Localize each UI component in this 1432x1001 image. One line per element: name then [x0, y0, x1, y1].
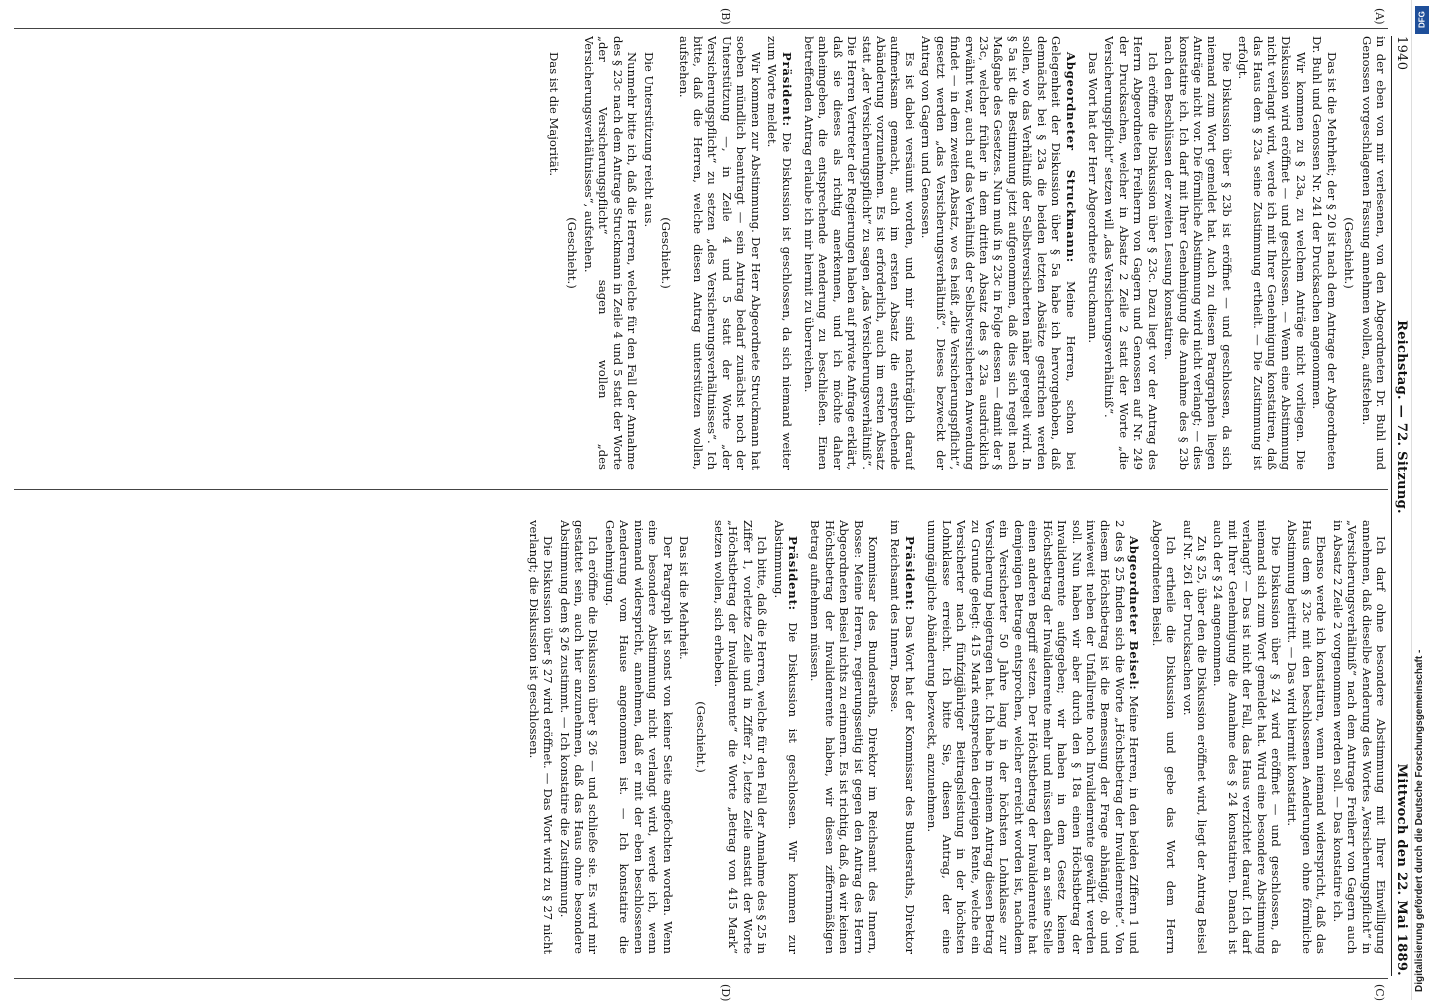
right-column	[14, 520, 1388, 954]
right-margin-rule	[14, 978, 1388, 979]
speech	[765, 36, 794, 470]
paragraph: Die Diskussion über § 24 wird eröffnet — und geschlossen, da niemand sich zum Wort gemeldet hat. Wird eine besondere Abstimmung verlangt? — Das ist nicht der Fall, das Haus verzichtet darauf. Ich darf mit Ihrer Genehmigung die Annahme des § 24 konstatiren. Danach ist auch der § 24 angenommen.	[1211, 520, 1284, 954]
paragraph: Die Diskussion über § 27 wird eröffnet. — Das Wort wird zu § 27 nicht verlangt; die Diskussion ist geschlossen.	[526, 520, 556, 954]
paragraph: Ich bitte, daß die Herren, welche für den Fall der Annahme des § 25 in Ziffer 1, vorletzte Zeile und in Ziffer 2, letzte Zeile anstatt der Worte „Höchstbetrag der Invalidenrente“ die Worte „Betrag von 415 Mark“ setzen wollen, sich erheben.	[711, 520, 770, 954]
paragraph: Nunmehr bitte ich, daß die Herren, welche für den Fall der Annahme des § 23c nach dem Antrage Struckmann in Zeile 4 und 5 statt der Worte „der Versicherungspflicht“ sagen wollen „des Versicherungsverhältnisses“, aufstehen.	[582, 36, 640, 470]
paragraph: Ich ertheile die Diskussion und gebe das Wort dem Herrn Abgeordneten Beisel.	[1149, 520, 1179, 954]
speaker-label: Präsident:	[779, 52, 794, 127]
session-title: Reichstag. — 72. Sitzung.	[1394, 320, 1409, 514]
session-date: Mittwoch den 22. Mai 1889.	[1394, 763, 1409, 976]
speech-text: Meine Herren, regierungsseitig ist gegen den Antrag des Herrn Abgeordneten Beisel nichts zu erinnern. Es ist richtig, daß, da wir keinen Höchstbetrag der Invalidenrente haben, wir diesen ziffernmäßigen Betrag aufnehmen müssen.	[808, 520, 866, 954]
paragraph: Die Unterstützung reicht aus.	[641, 52, 656, 228]
speaker-label: Präsident:	[785, 536, 800, 611]
page-number: 1940	[1394, 36, 1409, 71]
margin-mark-d: (D)	[719, 984, 732, 1001]
speech-text: Die Diskussion ist geschlossen, da sich niemand weiter zum Worte meldet.	[765, 36, 794, 470]
paragraph: Ebenso werde ich konstatiren, wenn niemand widerspricht, daß das Haus dem § 23c mit den beschlossenen Aenderungen ohne förmliche Abstimmung beitritt. — Das wird hiermit konstatirt.	[1285, 520, 1329, 954]
dfg-logo: DFG	[1415, 6, 1429, 34]
stage-direction: (Geschieht.)	[564, 217, 579, 289]
stage-direction: (Geschieht.)	[1342, 217, 1357, 289]
speaker-label: Abgeordneter Struckmann:	[1063, 52, 1078, 263]
speech-text: Meine Herren, schon bei Gelegenheit der Diskussion über § 5a habe ich hervorgehoben, daß demnächst bei § 23a die beiden letzten Absätze gestrichen werden sollen, wo das Verhältniß der Selbstversicherten näher geregelt wird. In § 5a ist die Bestimmung jetzt aufgenommen, daß dies sich regelt nach Maßgabe des Gesetzes. Nun muß in § 23c in Folge dessen — damit der § 23c, welcher früher in dem dritten Absatz des § 23a ausdrücklich erwähnt war, auch auf das Verhältniß der Selbstversicherten Anwendung findet — in dem zweiten Absatz, wo es heißt „die Versicherungspflicht“, gesetzt werden „das Versicherungsverhältniß“. Dieses bezweckt der Antrag von Gagern und Genossen.	[919, 36, 1078, 470]
speaker-label: Abgeordneter Beisel:	[1127, 536, 1142, 691]
speech	[888, 520, 917, 954]
speech	[808, 520, 880, 954]
paragraph: Der Paragraph ist sonst von keiner Seite angefochten worden. Wenn eine besondere Abstimmung nicht verlangt wird, werde ich, wenn niemand widerspricht, annehmen, daß er mit der eben beschlossenen Aenderung vom Hause angenommen ist. — Ich konstatire die Genehmigung.	[602, 520, 675, 954]
paragraph: Die Diskussion über § 23b ist eröffnet — und geschlossen, da sich niemand zum Wort gemeldet hat. Auch zu diesem Paragraphen liegen Anträge nicht vor. Die förmliche Abstimmung wird nicht verlangt; — dies konstatire ich. Ich darf mit Ihrer Genehmigung die Annahme des § 23b nach den Beschlüssen der zweiten Lesung konstatiren.	[1162, 36, 1234, 470]
digitization-credit-stripe	[1411, 0, 1432, 1000]
paragraph: Ich eröffne die Diskussion über § 26 — und schließe sie. Es wird mir gestattet sein, auch hier anzunehmen, daß das Haus ohne besondere Abstimmung dem § 26 zustimmt. — Ich konstatire die Zustimmung.	[557, 520, 601, 954]
speech	[919, 36, 1078, 470]
speech-text: Die Diskussion ist geschlossen. Wir kommen zur Abstimmung.	[771, 520, 800, 954]
paragraph: Ich eröffne die Diskussion über § 23c. Dazu liegt vor der Antrag des Herrn Abgeordneten Freiherrn von Gagern und Genossen auf Nr. 249 der Drucksachen, welcher in Absatz 2 Zeile 2 statt der Worte „die Versicherungspflicht“ setzen will „das Versicherungsverhältniß“.	[1102, 36, 1160, 470]
speech-text: Das Wort hat der Kommissar des Bundesraths, Direktor im Reichsamt des Innern, Bosse.	[888, 520, 917, 954]
left-margin-rule	[14, 28, 1388, 29]
stage-direction: (Geschieht.)	[659, 217, 674, 289]
speaker-label: Präsident:	[902, 536, 917, 611]
paragraph: Ich darf ohne besondere Abstimmung mit Ihrer Einwilligung annehmen, daß dieselbe Aenderung des Wortes „Versicherungspflicht“ in „Versicherungsverhältniß“ nach dem Antrage Freiherr von Gagern auch in Absatz 2 Zeile 2 vorgenommen werden soll. — Das konstatire ich.	[1330, 520, 1388, 954]
paragraph: Das ist die Majorität.	[547, 52, 562, 177]
paragraph: Wir kommen zur Abstimmung. Der Herr Abgeordnete Struckmann hat soeben mündlich beantragt — sein Antrag bedarf zunächst noch der Unterstützung —, in Zeile 4 und 5 statt der Worte „der Versicherungspflicht“ zu setzen „des Versicherungsverhältnisses“. Ich bitte, daß die Herren, welche diesen Antrag unterstützen wollen, aufstehen.	[676, 36, 763, 470]
margin-mark-c: (C)	[1373, 984, 1386, 1001]
left-column	[14, 36, 1388, 470]
paragraph: Es ist dabei versäumt worden, und mir sind nachträglich darauf aufmerksam gemacht, auch im ersten Absatz die entsprechende Abänderung vorzunehmen. Es ist erforderlich, auch im ersten Absatz statt „der Versicherungspflicht“ zu sagen „das Versicherungsverhältniß“. Die Herren Vertreter der Regierungen haben auf private Anfrage erklärt, daß sie dieses als richtig anerkennen, und ich möchte daher anheimgeben, die entsprechende Aenderung zu beschließen. Einen betreffenden Antrag erlaube ich mir hiermit zu überreichen.	[801, 36, 917, 470]
paragraph: Das ist die Mehrheit.	[677, 536, 692, 660]
paragraph: Das Wort hat der Herr Abgeordnete Struckmann.	[1085, 52, 1100, 344]
paragraph: Zu § 25, über den die Diskussion eröffnet wird, liegt der Antrag Beisel auf Nr. 261 der Drucksachen vor.	[1180, 520, 1209, 954]
digitization-credit-text: Digitalisierung gefördert durch die Deutsche Forschungsgemeinschaft -	[1414, 649, 1425, 992]
speech	[925, 520, 1141, 954]
speaker-label: Kommissar des Bundesraths, Direktor im Reichsamt des Innern, Bosse:	[851, 520, 881, 954]
paragraph: in der eben von mir verlesenen, von den Abgeordneten Dr. Buhl und Genossen vorgeschlagenen Fassung annehmen wollen, aufstehen.	[1359, 36, 1388, 470]
speech-text: Meine Herren, in den beiden Ziffern 1 und 2 des § 25 finden sich die Worte „Höchstbetrag der Invalidenrente“. Von diesem Höchstbetrag ist die Bemessung der Frage abhängig, ob und inwieweit neben der Unfallrente noch Invalidenrente gewährt werden soll. Nun haben wir aber durch den § 18a einen Höchstbetrag der Invalidenrente aufgegeben; wir haben in dem Gesetz keinen Höchstbetrag der Invalidenrente mehr und müssen daher an seine Stelle einen anderen Begriff setzen. Der Höchstbetrag der Invalidenrente hat demjenigen Betrage entsprochen, welcher erreicht worden ist, nachdem ein Versicherter 50 Jahre lang in der höchsten Lohnklasse zur Versicherung beigetragen hat. Ich habe in meinem Antrag diesen Betrag zu Grunde gelegt: 415 Mark entsprechen derjenigen Rente, welche ein Versicherter nach fünfzigjähriger Beitragsleistung in der höchsten Lohnklasse erreicht. Ich bitte Sie, diesen Antrag, der eine unumgängliche Abänderung bezweckt, anzunehmen.	[925, 520, 1142, 954]
margin-mark-b: (B)	[719, 8, 732, 25]
paragraph: Das ist die Mehrheit; der § 20 ist nach dem Antrage der Abgeordneten Dr. Buhl und Genossen Nr. 241 der Drucksachen angenommen.	[1310, 36, 1339, 470]
stage-direction: (Geschieht.)	[694, 701, 709, 773]
margin-mark-a: (A)	[1373, 8, 1386, 25]
paragraph: Wir kommen zu § 23a, zu welchem Anträge nicht vorliegen. Die Diskussion wird eröffnet — und geschlossen. — Wenn eine Abstimmung nicht verlangt wird, werde ich mit Ihrer Genehmigung konstatiren, daß das Haus dem § 23a seine Zustimmung ertheilt. — Die Zustimmung ist erfolgt.	[1236, 36, 1308, 470]
column-divider	[14, 489, 1388, 490]
speech	[771, 520, 800, 954]
